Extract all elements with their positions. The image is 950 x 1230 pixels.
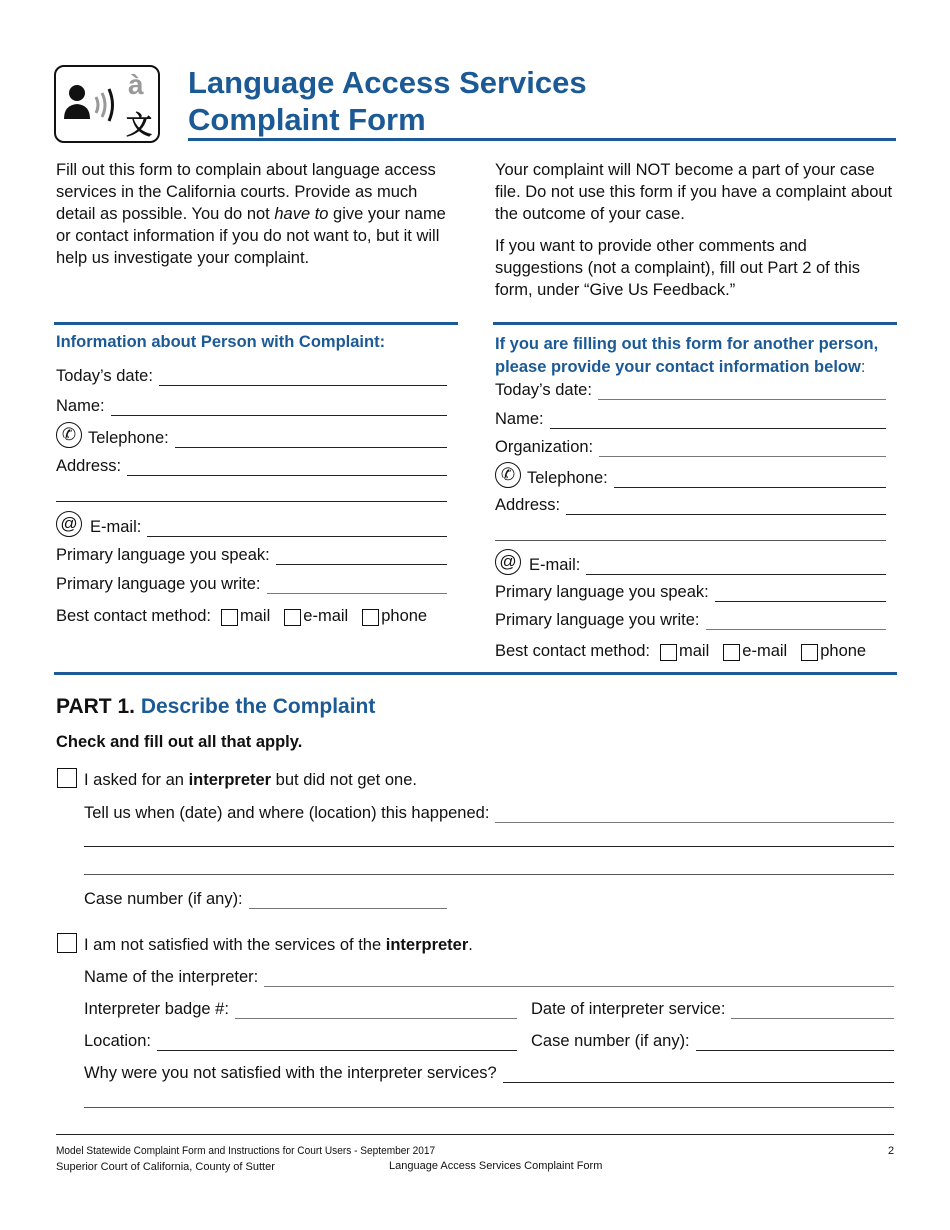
person-contact-mail-checkbox[interactable] <box>221 609 238 626</box>
badge-row <box>84 995 517 1019</box>
logo-glyph-top: à <box>128 69 144 100</box>
person-contact-label: Best contact method: <box>56 607 212 625</box>
person-write-label: Primary language you write: <box>56 575 261 593</box>
case-number-label: Case number (if any): <box>531 1032 690 1050</box>
other-write-row <box>495 606 886 630</box>
item1-when-label: Tell us when (date) and where (location) this happened: <box>84 804 490 822</box>
person-name-label: Name: <box>56 397 105 415</box>
item1-case-row <box>84 885 447 909</box>
item1-checkbox[interactable] <box>57 768 77 788</box>
at-sign-icon: @ <box>56 511 82 537</box>
person-name-field[interactable] <box>111 397 447 416</box>
other-contact-email-label: e-mail <box>742 642 788 660</box>
intro-left <box>56 159 456 269</box>
footer-line1: Model Statewide Complaint Form and Instructions for Court Users - September 2017 <box>56 1145 436 1157</box>
person-email-row <box>56 509 447 537</box>
intro-left-text2: give your name or contact information if you do not want to, but it will help us investigate your complaint. <box>56 205 446 267</box>
intro-left-italic: have to <box>274 205 329 223</box>
badge-field[interactable] <box>235 1000 517 1019</box>
intro-right <box>495 159 897 311</box>
person-address-line2[interactable] <box>56 501 447 502</box>
other-heading-line2: please provide your contact information below <box>495 358 861 376</box>
person-date-row <box>56 362 447 386</box>
other-address-line2[interactable] <box>495 540 886 541</box>
item2-text-post: . <box>468 936 473 954</box>
other-name-row <box>495 405 886 429</box>
page-title-line1: Language Access Services <box>188 65 587 100</box>
other-contact-row <box>495 637 890 661</box>
service-date-field[interactable] <box>731 1000 894 1019</box>
intro-left-text1: Fill out this form to complain about language access services in the California courts. Provide as much detail as possible. You do not <box>56 161 436 223</box>
item1-text-post: but did not get one. <box>271 771 417 789</box>
other-heading-line1: If you are filling out this form for another person, <box>495 335 879 353</box>
item1-case-label: Case number (if any): <box>84 890 243 908</box>
other-write-label: Primary language you write: <box>495 611 700 629</box>
other-address-row <box>495 491 886 515</box>
person-phone-row <box>56 420 447 448</box>
why-row <box>84 1059 894 1083</box>
person-address-row <box>56 452 447 476</box>
other-contact-mail-checkbox[interactable] <box>660 644 677 661</box>
other-org-row <box>495 433 886 457</box>
other-date-row <box>495 376 886 400</box>
other-address-label: Address: <box>495 496 561 514</box>
at-sign-icon: @ <box>495 549 521 575</box>
item1-when-field[interactable] <box>495 804 894 823</box>
person-contact-row <box>56 602 451 626</box>
other-date-label: Today’s date: <box>495 381 592 399</box>
footer-page-number: 2 <box>888 1145 895 1157</box>
person-email-field[interactable] <box>147 518 447 537</box>
case-number-row <box>531 1027 894 1051</box>
person-contact-phone-checkbox[interactable] <box>362 609 379 626</box>
why-label: Why were you not satisfied with the interpreter services? <box>84 1064 497 1082</box>
person-contact-mail-label: mail <box>240 607 271 625</box>
person-speak-row <box>56 541 447 565</box>
person-heading: Information about Person with Complaint: <box>56 333 386 351</box>
person-date-field[interactable] <box>159 367 447 386</box>
person-speak-label: Primary language you speak: <box>56 546 270 564</box>
other-email-field[interactable] <box>586 556 886 575</box>
item1-when-row <box>84 799 894 823</box>
logo-glyph-bottom: 文 <box>126 111 153 141</box>
item2-checkbox[interactable] <box>57 933 77 953</box>
title-underline <box>188 138 896 141</box>
other-speak-field[interactable] <box>715 583 886 602</box>
other-name-label: Name: <box>495 410 544 428</box>
intro-right-p2: If you want to provide other comments and suggestions (not a complaint), fill out Part 2 of this form, under “Give Us Feedback.” <box>495 237 861 299</box>
intro-right-p1: Your complaint will NOT become a part of your case file. Do not use this form if you have a complaint about the outcome of your case. <box>495 161 893 223</box>
why-line2[interactable] <box>84 1107 894 1108</box>
page-title <box>188 64 587 138</box>
location-field[interactable] <box>157 1032 517 1051</box>
person-date-label: Today’s date: <box>56 367 153 385</box>
part1-heading <box>56 695 375 719</box>
person-write-row <box>56 570 447 594</box>
person-speak-field[interactable] <box>276 546 447 565</box>
other-heading <box>495 333 897 379</box>
other-contact-phone-label: phone <box>820 642 867 660</box>
service-date-label: Date of interpreter service: <box>531 1000 726 1018</box>
other-address-field[interactable] <box>566 496 886 515</box>
left-section-divider <box>54 322 458 325</box>
location-row <box>84 1027 517 1051</box>
person-phone-label: Telephone: <box>88 429 169 447</box>
logo <box>54 65 160 143</box>
footer-center: Language Access Services Complaint Form <box>389 1160 603 1172</box>
person-address-label: Address: <box>56 457 122 475</box>
item2-text-bold: interpreter <box>385 936 469 954</box>
interp-name-label: Name of the interpreter: <box>84 968 259 986</box>
badge-label: Interpreter badge #: <box>84 1000 229 1018</box>
person-address-field[interactable] <box>127 457 447 476</box>
item1-text-bold: interpreter <box>188 771 272 789</box>
case-number-field[interactable] <box>696 1032 894 1051</box>
other-org-label: Organization: <box>495 438 594 456</box>
interp-name-field[interactable] <box>264 968 894 987</box>
part1-label: PART 1. <box>56 695 135 718</box>
other-phone-row <box>495 460 886 488</box>
service-date-row <box>531 995 894 1019</box>
other-email-row <box>495 547 886 575</box>
interp-name-row <box>84 963 894 987</box>
page-title-line2: Complaint Form <box>188 102 426 137</box>
other-speak-label: Primary language you speak: <box>495 583 709 601</box>
other-contact-mail-label: mail <box>679 642 710 660</box>
part1-instructions: Check and fill out all that apply. <box>56 733 303 751</box>
other-contact-email-checkbox[interactable] <box>723 644 740 661</box>
other-write-field[interactable] <box>706 611 886 630</box>
other-org-field[interactable] <box>599 438 886 457</box>
person-phone-field[interactable] <box>175 429 447 448</box>
person-email-label: E-mail: <box>90 518 142 536</box>
other-email-label: E-mail: <box>529 556 581 574</box>
item1-when-line3[interactable] <box>84 874 894 875</box>
item2-text <box>84 936 473 955</box>
item2-text-pre: I am not satisfied with the services of the <box>84 936 386 954</box>
phone-icon: ✆ <box>56 422 82 448</box>
why-field[interactable] <box>503 1064 894 1083</box>
footer-rule <box>56 1134 894 1135</box>
person-name-row <box>56 392 447 416</box>
person-contact-phone-label: phone <box>381 607 428 625</box>
person-contact-email-label: e-mail <box>303 607 349 625</box>
section-divider-full <box>54 672 897 675</box>
location-label: Location: <box>84 1032 151 1050</box>
right-section-divider <box>493 322 897 325</box>
other-name-field[interactable] <box>550 410 886 429</box>
footer-line2: Superior Court of California, County of Sutter <box>56 1161 275 1173</box>
item1-case-field[interactable] <box>249 890 447 909</box>
other-date-field[interactable] <box>598 381 886 400</box>
other-contact-phone-checkbox[interactable] <box>801 644 818 661</box>
other-phone-label: Telephone: <box>527 469 608 487</box>
item1-text-pre: I asked for an <box>84 771 189 789</box>
part1-title: Describe the Complaint <box>140 695 376 718</box>
person-contact-email-checkbox[interactable] <box>284 609 301 626</box>
other-phone-field[interactable] <box>614 469 886 488</box>
person-write-field[interactable] <box>267 575 447 594</box>
other-contact-label: Best contact method: <box>495 642 651 660</box>
other-speak-row <box>495 578 886 602</box>
phone-icon: ✆ <box>495 462 521 488</box>
other-heading-colon: : <box>860 358 866 376</box>
item1-text <box>84 771 417 790</box>
item1-when-line2[interactable] <box>84 846 894 847</box>
